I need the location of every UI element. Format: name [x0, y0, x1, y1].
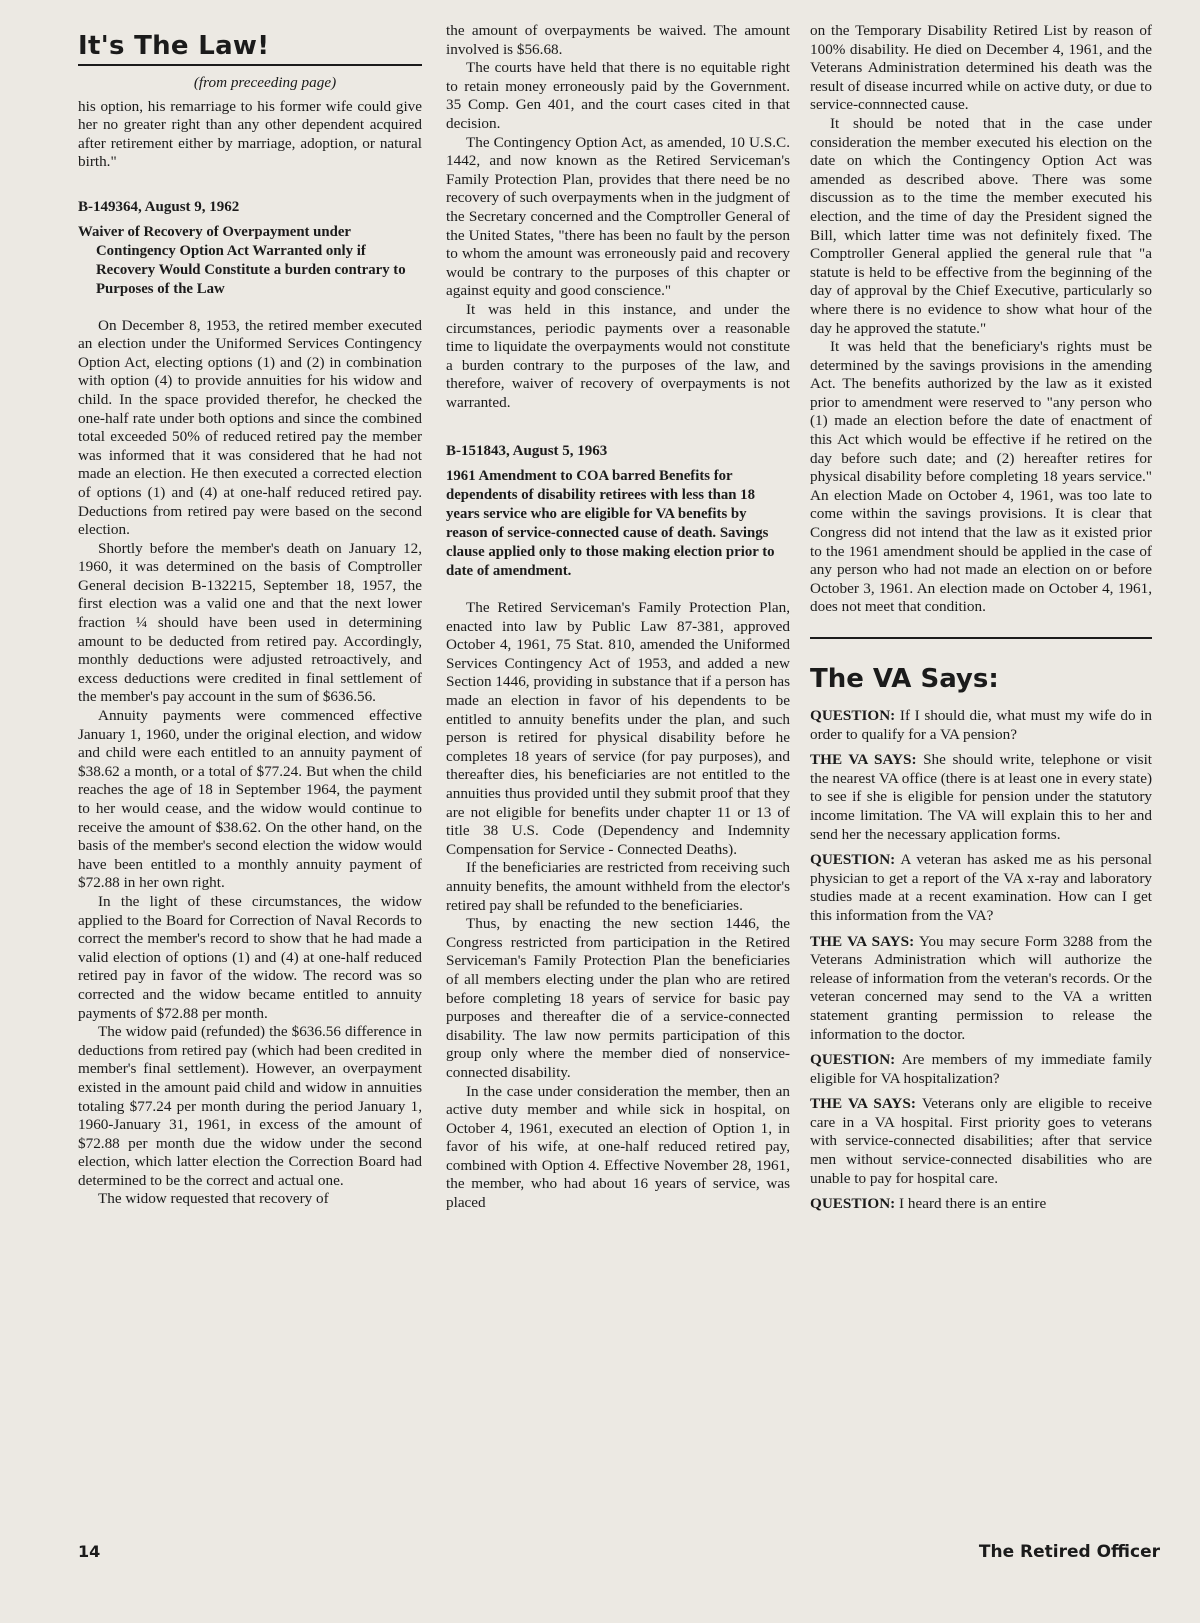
continuation-note: (from preceeding page): [193, 74, 337, 91]
decision-heading: 1961 Amendment to COA barred Benefits for dependents of disability retirees with less than 18 years service who are eligible for VA benefits by reason of service-connected cause of death. Savings clause applied only to those making election prior to date of amendment.: [446, 468, 775, 580]
answer-text: You may secure Form 3288 from the Veterans Administration which will authorize the release of information from the veteran's records. Or the veteran concerned may send to the VA a written statement granting permission to release the information to the doctor.: [810, 932, 1152, 1043]
body-paragraph: On December 8, 1953, the retired member executed an election under the Uniformed Services Contingency Option Act, electing options (1) and (2) in combination with option (4) to provide annuities for his widow and child. In the space provided therefor, he checked the one-half rate under both options and since the combined total exceeded 50% of reduced retired pay the member was informed that it was considered that he had not made an election. He then executed a corrected election of options (1) and (4) at one-half reduced retired pay. Deductions from retired pay were based on the second election.: [78, 316, 422, 539]
title-rule: [78, 64, 422, 66]
body-paragraph: In the light of these circumstances, the widow applied to the Board for Correction of Naval Records to correct the member's record to show that he had made a valid election of options (1) and (4) at one-half reduced retired pay in favor of the widow. The record was so corrected and the widow became entitled to annuity payments of $72.88 per month.: [78, 892, 422, 1022]
question: [810, 707, 1152, 744]
va-says-title: The VA Says:: [810, 664, 999, 694]
question-text: If I should die, what must my wife do in order to qualify for a VA pension?: [810, 707, 1153, 743]
body-paragraph: It should be noted that in the case under consideration the member executed his election on the date on which the Contingency Option Act was amended as described above. There was some discussion as to the time the member executed his election, and the time of day the President signed the Bill, which latter time was not definitely fixed. The Comptroller General applied the general rule that "a statute is held to be effective from the beginning of the day of approval by the Chief Executive, particularly so where there is no evidence to show what hour of the day he approved the statute.": [810, 114, 1152, 337]
body-paragraph: It was held that the beneficiary's rights must be determined by the savings provisions in the amending Act. The benefits authorized by the law as it existed prior to amendment were reserved to "any person who (1) made an election before the date of enactment of this Act which would be effective if he retired on the day before such date; and (2) hereafter retires for physical disability before completing 18 years service." An election Made on October 4, 1961, was too late to come within the savings provisions. It is clear that Congress did not intend that the law as it existed prior to the 1961 amendment should be applied in the case of any person who had not made an election on or before October 3, 1961. An election made on October 4, 1961, does not meet that condition.: [810, 338, 1152, 616]
page-number: 14: [78, 1542, 101, 1561]
decision-id: B-151843, August 5, 1963: [446, 443, 608, 460]
column-1: [78, 22, 422, 1209]
question-text: A veteran has asked me as his personal physician to get a report of the VA x-ray and laboratory studies made at a recent examination. How can I get this information from the VA?: [810, 851, 1152, 924]
body-paragraph: Thus, by enacting the new section 1446, the Congress restricted from participation in the Retired Serviceman's Family Protection Plan the beneficiaries of all members electing under the plan who are retired before completing 18 years of service for basic pay purposes and thereafter die of a service-connected disability. The law now permits participation of this group only where the member died of nonservice-connected disability.: [446, 915, 790, 1081]
question-label: QUESTION:: [810, 1051, 896, 1069]
body-paragraph: The widow paid (refunded) the $636.56 difference in deductions from retired pay (which had been credited in member's final settlement). However, an overpayment existed in the amount paid child and widow in annuities totaling $77.24 per month during the period January 1, 1960-January 31, 1961, in excess of the amount of $72.88 per month due the widow under the second election, which latter election the Correction Board had determined to be the correct and actual one.: [78, 1023, 422, 1189]
column-2: [446, 22, 790, 1213]
question-label: QUESTION:: [810, 1195, 896, 1213]
decision-heading: Waiver of Recovery of Overpayment under Contingency Option Act Warranted only if Recovery Would Constitute a burden contrary to Purposes of the Law: [78, 223, 406, 297]
body-paragraph: on the Temporary Disability Retired List by reason of 100% disability. He died on December 4, 1961, and the Veterans Administration determined his death was the result of disease incurred while on active duty, or due to service-connnected cause.: [810, 22, 1152, 114]
question: [810, 1051, 1152, 1088]
answer-text: Veterans only are eligible to receive care in a VA hospital. First priority goes to veterans with service-connected disabilities; after that service men without service-connected disabilities who are unable to pay for hospital care.: [810, 1095, 1152, 1187]
body-paragraph: The Contingency Option Act, as amended, 10 U.S.C. 1442, and now known as the Retired Serviceman's Family Protection Plan, provides that there need be no recovery of such overpayments when in the judgment of the Secretary concerned and the Comptroller General of the United States, "there has been no fault by the person to whom the amount was erroneously paid and recovery would be contrary to the purposes of this chapter or against equity and good conscience.": [446, 133, 790, 300]
intro-paragraph: his option, his remarriage to his former wife could give her no greater right than any other dependent acquired after retirement either by marriage, adoption, or natural birth.": [78, 97, 422, 171]
answer: [810, 751, 1152, 844]
answer-label: THE VA SAYS:: [810, 1095, 916, 1113]
body-paragraph: The Retired Serviceman's Family Protection Plan, enacted into law by Public Law 87-381, approved October 4, 1961, 75 Stat. 810, amended the Uniformed Services Contingency Act of 1953, and added a new Section 1446, providing in substance that if a person has made an election in favor of his dependents to be entitled to annuity benefits under the plan, and such person is retired for physical disability before he completes 18 years of service (for pay purposes), and thereafter dies, his beneficiaries are not entitled to the annuities thus provided until they submit proof that they are not eligible for benefits under chapter 11 or 13 of title 38 U.S. Code (Dependency and Indemnity Compensation for Service - Connected Deaths).: [446, 599, 790, 858]
section-divider: [810, 637, 1152, 639]
answer-text: She should write, telephone or visit the nearest VA office (there is at least one in every state) to see if she is eligible for pension under the statutory income limitation. The VA will explain this to her and send her the necessary application forms.: [810, 751, 1153, 843]
answer-label: THE VA SAYS:: [810, 932, 915, 950]
body-paragraph: If the beneficiaries are restricted from receiving such annuity benefits, the amount withheld from the elector's retired pay shall be refunded to the beneficiaries.: [446, 859, 790, 914]
body-paragraph: Annuity payments were commenced effective January 1, 1960, under the original election, and widow and child were each entitled to an annuity payment of $38.62 a month, or a total of $77.24. But when the child reaches the age of 18 in September 1964, the payment to her would cease, and the widow would continue to receive the amount of $38.62. On the other hand, on the basis of the member's second election the widow would have been entitled to a monthly annuity payment of $72.88 in her own right.: [78, 707, 422, 892]
body-paragraph: In the case under consideration the member, then an active duty member and while sick in hospital, on October 4, 1961, executed an election of Option 1, in favor of his wife, at one-half reduced retired pay, combined with Option 4. Effective November 28, 1961, the member, who had about 16 years of service, was placed: [446, 1082, 790, 1212]
question-label: QUESTION:: [810, 851, 896, 869]
body-paragraph: It was held in this instance, and under the circumstances, periodic payments over a reasonable time to liquidate the overpayments would not constitute a burden contrary to the purposes of the law, and therefore, waiver of recovery of overpayments is not warranted.: [446, 300, 790, 411]
column-3: [810, 22, 1152, 1214]
question: [810, 851, 1152, 925]
body-paragraph: Shortly before the member's death on January 12, 1960, it was determined on the basis of Comptroller General decision B-132215, September 18, 1957, the first election was a valid one and that the next lower fraction ¼ should have been used in determining amount to be deducted from retired pay. Accordingly, monthly deductions were adjusted retroactively, and excess deductions were credited in final settlement of the member's pay account in the sum of $636.56.: [78, 539, 422, 706]
answer-label: THE VA SAYS:: [810, 751, 917, 769]
section-title: It's The Law!: [78, 31, 270, 61]
body-paragraph: The courts have held that there is no equitable right to retain money erroneously paid by the Government. 35 Comp. Gen 401, and the court cases cited in that decision.: [446, 59, 790, 132]
answer: [810, 1095, 1152, 1188]
publication-name: The Retired Officer: [978, 1542, 1160, 1562]
answer: [810, 933, 1152, 1045]
body-paragraph: the amount of overpayments be waived. The amount involved is $56.68.: [446, 22, 790, 58]
question-text: Are members of my immediate family eligible for VA hospitalization?: [810, 1051, 1152, 1087]
question: [810, 1195, 1152, 1214]
body-paragraph: The widow requested that recovery of: [98, 1190, 329, 1208]
question-label: QUESTION:: [810, 707, 896, 724]
decision-id: B-149364, August 9, 1962: [78, 198, 240, 215]
question-text: I heard there is an entire: [899, 1195, 1047, 1213]
